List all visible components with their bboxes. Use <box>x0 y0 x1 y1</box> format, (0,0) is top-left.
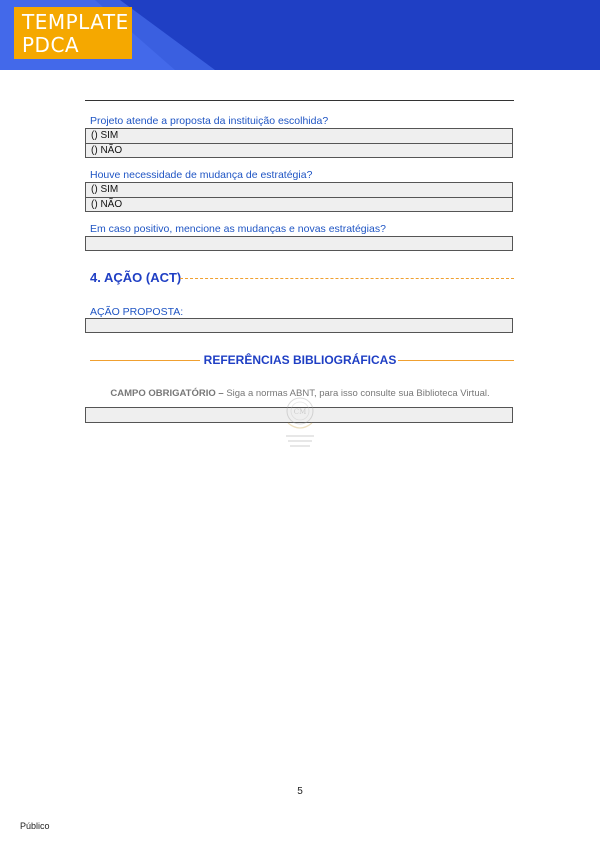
page-number: 5 <box>297 786 303 797</box>
option-sim[interactable]: () SIM <box>91 184 119 195</box>
question-2-options <box>85 182 513 212</box>
question-1-options <box>85 128 513 158</box>
option-sim[interactable]: () SIM <box>91 130 119 141</box>
option-nao[interactable]: () NÃO <box>86 143 512 157</box>
template-badge <box>14 7 132 59</box>
section-divider <box>180 278 514 279</box>
action-proposal-label: AÇÃO PROPOSTA: <box>90 306 184 318</box>
question-1-label: Projeto atende a proposta da instituição escolhida? <box>90 115 329 127</box>
badge-line-2: PDCA <box>22 33 80 57</box>
seal-monogram: CM <box>293 408 307 416</box>
section-title-act: 4. AÇÃO (ACT) <box>90 270 182 285</box>
required-note-bold: CAMPO OBRIGATÓRIO – <box>110 388 227 399</box>
header-banner <box>0 0 600 70</box>
badge-line-1: TEMPLATE <box>22 10 129 34</box>
changes-field[interactable] <box>85 236 513 251</box>
seal-watermark <box>278 393 322 453</box>
references-title: REFERÊNCIAS BIBLIOGRÁFICAS <box>203 353 397 367</box>
action-proposal-field[interactable] <box>85 318 513 333</box>
classification-label: Público <box>20 821 50 831</box>
question-3-label: Em caso positivo, mencione as mudanças e novas estratégias? <box>90 223 386 235</box>
option-nao[interactable]: () NÃO <box>86 197 512 211</box>
required-note-text: Siga a normas ABNT, para isso consulte sua Biblioteca Virtual. <box>226 388 490 399</box>
question-2-label: Houve necessidade de mudança de estratégia? <box>90 169 313 181</box>
references-rule-right <box>398 360 514 361</box>
top-divider <box>85 100 514 101</box>
